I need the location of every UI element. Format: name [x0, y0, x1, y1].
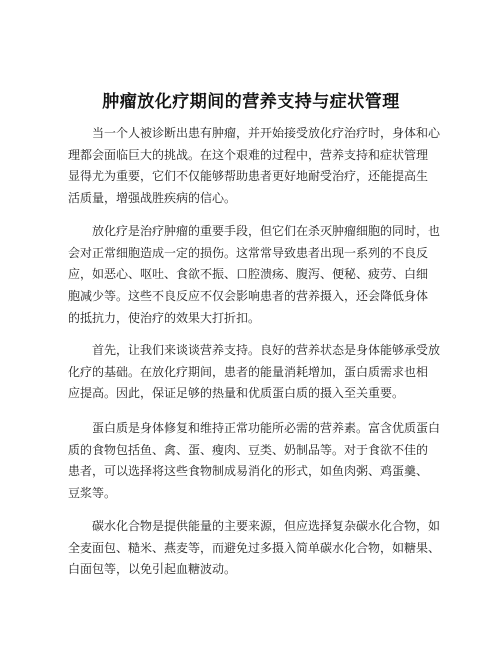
paragraph-line: 活质量，增强战胜疾病的信心。	[68, 191, 237, 206]
paragraph-line: 豆浆等。	[68, 486, 117, 501]
paragraph-line: 白面包等，以免引起血糖波动。	[68, 562, 237, 577]
paragraph-line: 患者，可以选择将这些食物制成易消化的形式，如鱼肉粥、鸡蛋羹、	[68, 464, 429, 479]
paragraph-line: 会对正常细胞造成一定的损伤。这常常导致患者出现一系列的不良反	[68, 245, 429, 260]
paragraph-line: 化疗的基础。在放化疗期间，患者的能量消耗增加，蛋白质需求也相	[68, 364, 429, 379]
paragraph-line: 应提高。因此，保证足够的热量和优质蛋白质的摄入至关重要。	[68, 386, 405, 401]
paragraph-line: 应，如恶心、呕吐、食欲不振、口腔溃疡、腹泻、便秘、疲劳、白细	[68, 267, 429, 282]
paragraph-line: 的抵抗力，使治疗的效果大打折扣。	[68, 310, 261, 325]
paragraph-line: 显得尤为重要，它们不仅能够帮助患者更好地耐受治疗，还能提高生	[68, 169, 429, 184]
paragraph-line: 蛋白质是身体修复和维持正常功能所必需的营养素。富含优质蛋白	[92, 421, 441, 435]
paragraph-line: 质的食物包括鱼、禽、蛋、瘦肉、豆类、奶制品等。对于食欲不佳的	[68, 442, 429, 457]
paragraph-line: 首先，让我们来谈谈营养支持。良好的营养状态是身体能够承受放	[92, 343, 441, 357]
paragraph-3	[68, 340, 441, 405]
paragraph-line: 理都会面临巨大的挑战。在这个艰难的过程中，营养支持和症状管理	[68, 147, 429, 162]
paragraph-line: 当一个人被诊断出患有肿瘤，并开始接受放化疗治疗时，身体和心	[92, 126, 441, 140]
paragraph-line: 全麦面包、糙米、燕麦等，而避免过多摄入简单碳水化合物，如糖果、	[68, 540, 441, 555]
paragraph-line: 放化疗是治疗肿瘤的重要手段，但它们在杀灭肿瘤细胞的同时，也	[92, 224, 441, 238]
document-title: 肿瘤放化疗期间的营养支持与症状管理	[102, 92, 400, 112]
paragraph-line: 碳水化合物是提供能量的主要来源，但应选择复杂碳水化合物，如	[92, 519, 441, 533]
paragraph-2	[68, 221, 441, 330]
paragraph-1	[68, 123, 441, 210]
paragraph-5	[68, 516, 441, 581]
paragraph-4	[68, 418, 441, 505]
paragraph-line: 胞减少等。这些不良反应不仅会影响患者的营养摄入，还会降低身体	[68, 289, 429, 304]
